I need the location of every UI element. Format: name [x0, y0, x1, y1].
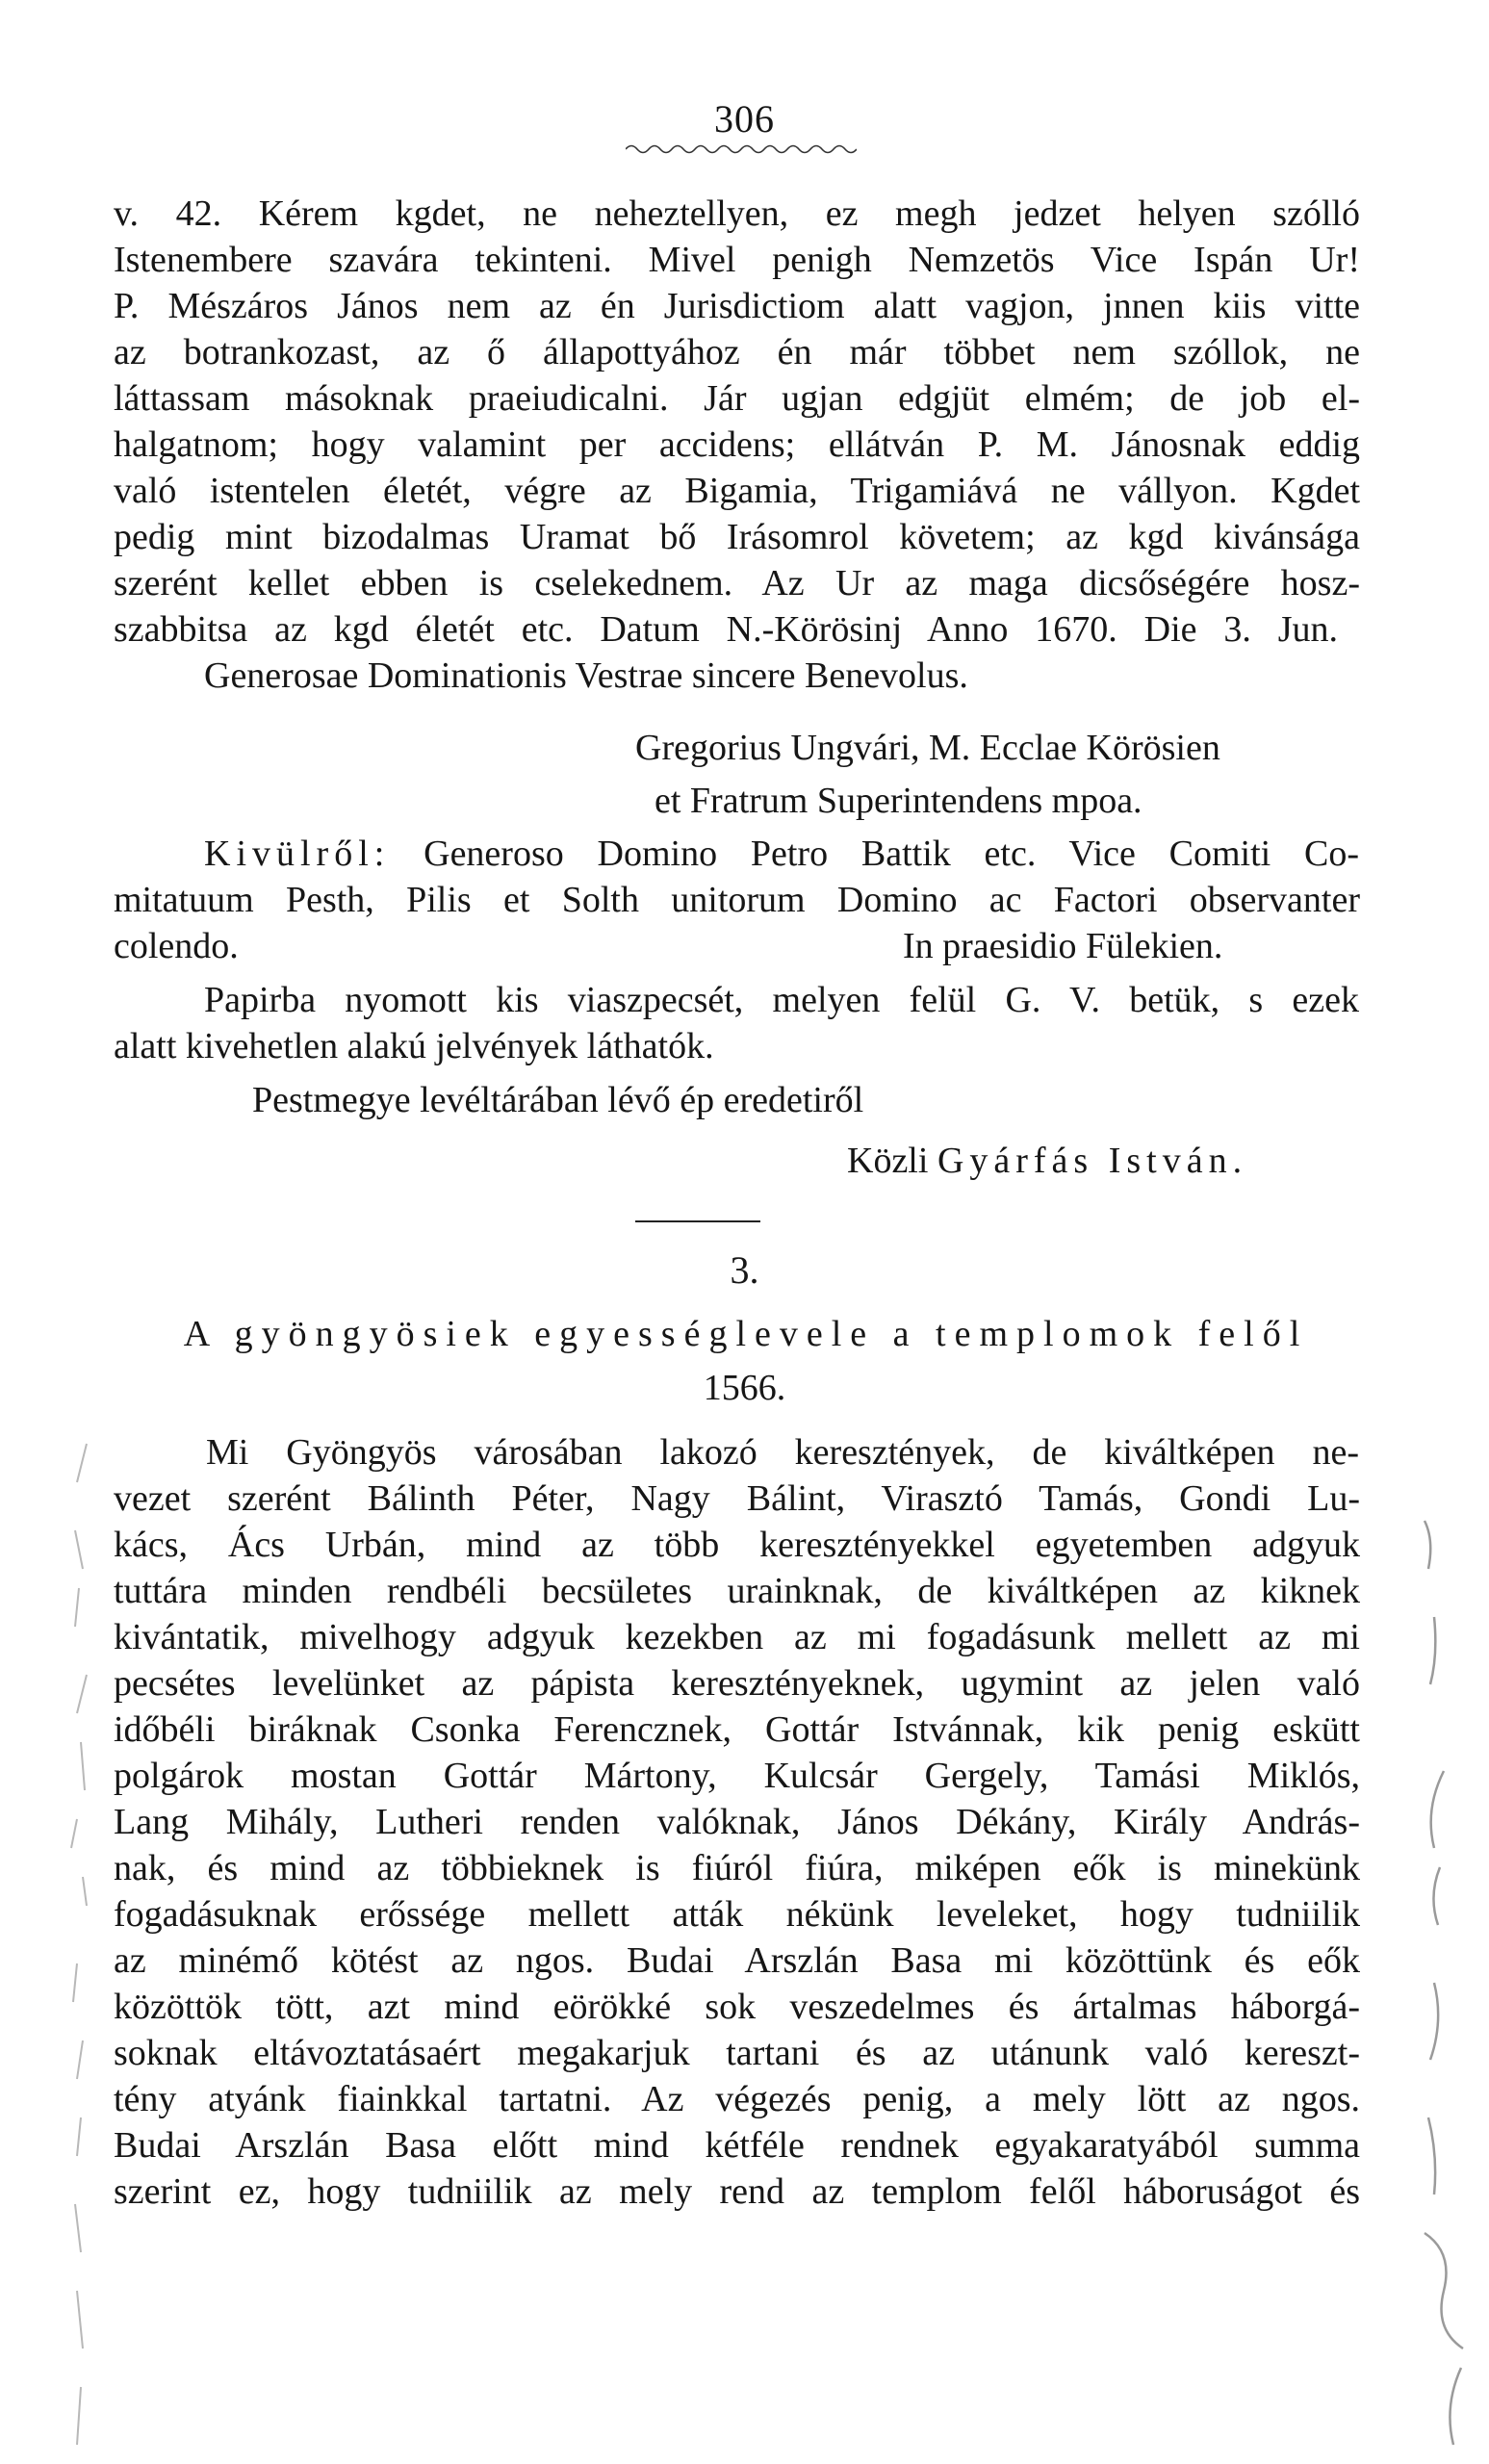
address-line: In praesidio Fülekien.	[903, 926, 1223, 966]
section-number: 3.	[730, 1248, 759, 1292]
letter-line: szabbitsa az kgd életét etc. Datum N.-Körösinj Anno 1670. Die 3. Jun.	[114, 609, 1338, 650]
left-margin-marks	[48, 1424, 106, 2464]
section-line: tuttára minden rendbéli becsületes urainknak, de kiváltképen az kiknek	[114, 1571, 1360, 1611]
address-line: mitatuum Pesth, Pilis et Solth unitorum Domino ac Factori observanter	[114, 880, 1360, 920]
section-year: 1566.	[703, 1368, 786, 1408]
right-margin-marks	[1405, 1502, 1482, 2464]
address-label: Kivülről:	[204, 834, 391, 874]
communicated-label: Közli	[847, 1141, 929, 1181]
page-number-ornament	[626, 142, 857, 156]
letter-line: P. Mészáros János nem az én Jurisdictiom alatt vagjon, jnnen kiis vitte	[114, 286, 1360, 326]
section-line: szerint ez, hogy tudniilik az mely rend az templom felől háboruságot és	[114, 2171, 1360, 2212]
section-line: kács, Ács Urbán, mind az több keresztényekkel egyetemben adgyuk	[114, 1525, 1360, 1565]
section-line: tény atyánk fiainkkal tartatni. Az végezés penig, a mely lött az ngos.	[114, 2079, 1360, 2119]
letter-line: láttassam másoknak praeiudicalni. Jár ugjan edgjüt elmém; de job el-	[114, 378, 1360, 419]
communicated-by	[847, 1140, 1247, 1182]
section-divider	[635, 1220, 760, 1222]
section-title: A gyöngyösiek egyességlevele a templomok felől	[183, 1314, 1309, 1354]
letter-line: halgatnom; hogy valamint per accidens; ellátván P. M. Jánosnak eddig	[114, 424, 1360, 465]
section-line: az minémő kötést az ngos. Budai Arszlán Basa mi közöttünk és eők	[114, 1940, 1360, 1981]
signature-line: et Fratrum Superintendens mpoa.	[655, 781, 1142, 821]
letter-line: az botrankozast, az ő állapottyához én már többet nem szóllok, ne	[114, 332, 1360, 372]
letter-line: szerént kellet ebben is cselekednem. Az Ur az maga dicsőségére hosz-	[114, 563, 1360, 603]
section-line: Budai Arszlán Basa előtt mind kétféle rendnek egyakaratyából summa	[114, 2125, 1360, 2166]
seal-description: Papirba nyomott kis viaszpecsét, melyen felül G. V. betük, s ezek	[204, 980, 1359, 1020]
address-line: colendo.	[114, 926, 239, 966]
section-line: Mi Gyöngyös városában lakozó keresztények, de kiváltképen ne-	[206, 1432, 1359, 1473]
section-line: soknak eltávoztatásaért megakarjuk tartani és az utánunk való kereszt-	[114, 2033, 1360, 2073]
section-line: vezet szerént Bálinth Péter, Nagy Bálint, Virasztó Tamás, Gondi Lu-	[114, 1478, 1360, 1519]
section-line: közöttök tött, azt mind eörökké sok veszedelmes és ártalmas háborgá-	[114, 1987, 1360, 2027]
section-line: polgárok mostan Gottár Mártony, Kulcsár Gergely, Tamási Miklós,	[114, 1756, 1360, 1796]
letter-closing: Generosae Dominationis Vestrae sincere Benevolus.	[204, 655, 968, 696]
address-line	[204, 833, 1359, 875]
section-line: pecsétes levelünket az pápista keresztényeknek, ugymint az jelen való	[114, 1663, 1360, 1704]
section-line: időbéli biráknak Csonka Ferencznek, Gottár Istvánnak, kik penig eskütt	[114, 1709, 1360, 1750]
section-line: fogadásuknak erőssége mellett atták nékünk leveleket, hogy tudniilik	[114, 1894, 1360, 1935]
section-line: kivántatik, mivelhogy adgyuk kezekben az mi fogadásunk mellett az mi	[114, 1617, 1360, 1657]
section-line: Lang Mihály, Lutheri renden valóknak, János Dékány, Király András-	[114, 1802, 1360, 1842]
source-note: Pestmegye levéltárában lévő ép eredetiről	[252, 1080, 864, 1120]
letter-line: való istentelen életét, végre az Bigamia, Trigamiává ne vállyon. Kgdet	[114, 471, 1360, 511]
letter-line: Istenembere szavára tekinteni. Mivel penigh Nemzetös Vice Ispán Ur!	[114, 240, 1360, 280]
section-line: nak, és mind az többieknek is fiúról fiúra, miképen eők is minekünk	[114, 1848, 1360, 1888]
letter-line: pedig mint bizodalmas Uramat bő Irásomrol követem; az kgd kivánsága	[114, 517, 1360, 557]
signature-line: Gregorius Ungvári, M. Ecclae Körösien	[635, 728, 1220, 768]
address-text: Generoso Domino Petro Battik etc. Vice Comiti Co-	[424, 834, 1360, 874]
page-number: 306	[714, 97, 775, 141]
letter-line: v. 42. Kérem kgdet, ne neheztellyen, ez megh jedzet helyen szólló	[114, 193, 1360, 234]
communicated-name: Gyárfás István.	[937, 1141, 1248, 1181]
seal-description: alatt kivehetlen alakú jelvények láthatók.	[114, 1026, 714, 1066]
